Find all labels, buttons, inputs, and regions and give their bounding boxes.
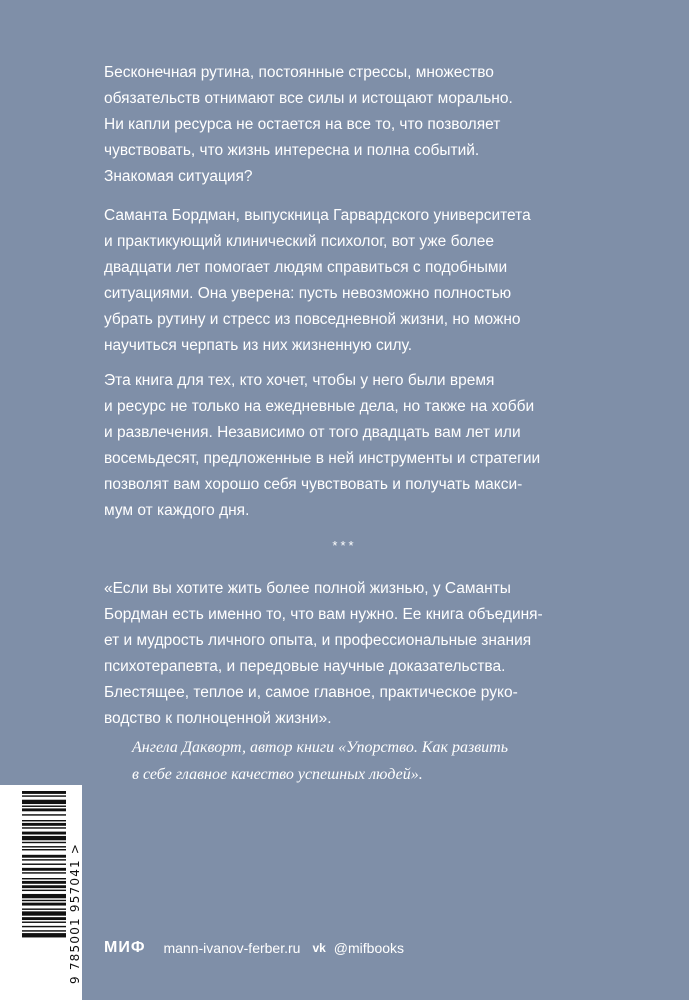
publisher-website[interactable]: mann-ivanov-ferber.ru xyxy=(163,940,301,956)
text-line: Эта книга для тех, кто хочет, чтобы у него были время xyxy=(104,372,495,389)
text-line: водство к полноценной жизни». xyxy=(104,710,332,727)
barcode-bar xyxy=(22,855,66,858)
barcode-bar xyxy=(22,842,66,843)
social-handle[interactable]: @mifbooks xyxy=(333,940,405,956)
description-paragraph-1 xyxy=(104,60,584,190)
text-line: Саманта Бордман, выпускница Гарвардского университета xyxy=(104,207,531,224)
barcode-bar xyxy=(22,791,66,794)
text-line: Знакомая ситуация? xyxy=(104,168,253,185)
isbn-digits: 9 785001 957041 > xyxy=(68,842,82,984)
review-quote xyxy=(104,576,584,732)
barcode-bar xyxy=(22,885,66,888)
barcode-bar xyxy=(22,917,66,920)
barcode-bar xyxy=(22,827,66,828)
text-line: убрать рутину и стресс из повседневной жизни, но можно xyxy=(104,311,521,328)
barcode-bar xyxy=(22,800,66,804)
description-paragraph-3 xyxy=(104,368,584,524)
text-line: Ангела Дакворт, автор книги «Упорство. Как развить xyxy=(132,739,508,756)
barcode-bar xyxy=(22,894,66,898)
text-line: ет и мудрость личного опыта, и профессиональные знания xyxy=(104,632,532,649)
barcode-bar xyxy=(22,795,66,796)
section-separator: *** xyxy=(332,538,357,553)
barcode-bar xyxy=(22,836,66,840)
barcode-bar xyxy=(22,926,66,927)
text-line: и развлечения. Независимо от того двадцать вам лет или xyxy=(104,424,521,441)
barcode-bar xyxy=(22,900,66,901)
barcode-bar xyxy=(22,868,66,871)
description-paragraph-2 xyxy=(104,203,584,359)
barcode-bar xyxy=(22,846,66,847)
text-line: позволят вам хорошо себя чувствовать и получать макси- xyxy=(104,476,523,493)
barcode-bar xyxy=(22,808,66,811)
publisher-footer xyxy=(104,938,404,958)
barcode-bar xyxy=(22,890,66,891)
barcode-bar xyxy=(22,832,66,835)
text-line: и ресурс не только на ежедневные дела, но также на хобби xyxy=(104,398,535,415)
barcode-bar xyxy=(22,922,66,923)
quote-attribution xyxy=(132,734,632,788)
barcode-bar xyxy=(22,859,66,860)
barcode-bar xyxy=(22,903,66,906)
text-line: Бесконечная рутина, постоянные стрессы, множество xyxy=(104,64,494,81)
text-line: мум от каждого дня. xyxy=(104,502,250,519)
barcode-bar xyxy=(22,872,66,873)
text-line: Блестящее, теплое и, самое главное, практическое руко- xyxy=(104,684,518,701)
text-line: восемьдесят, предложенные в ней инструменты и стратегии xyxy=(104,450,541,467)
barcode-bar xyxy=(22,911,66,915)
publisher-logo: МИФ xyxy=(104,939,146,956)
barcode-bar xyxy=(22,878,66,879)
barcode-bar xyxy=(22,881,66,884)
barcode-bar xyxy=(22,908,66,909)
text-line: психотерапевта, и передовые научные доказательства. xyxy=(104,658,506,675)
barcode-bar xyxy=(22,823,66,826)
text-line: двадцати лет помогает людям справиться с подобными xyxy=(104,259,508,276)
barcode-bar xyxy=(22,814,66,815)
text-line: научиться черпать из них жизненную силу. xyxy=(104,337,413,354)
text-line: Ни капли ресурса не остается на все то, что позволяет xyxy=(104,116,501,133)
barcode-bar xyxy=(22,849,66,850)
vk-icon: vk xyxy=(312,941,326,955)
text-line: Бордман есть именно то, что вам нужно. Ее книга объединя- xyxy=(104,606,543,623)
barcode-bar xyxy=(22,930,66,931)
text-line: чувствовать, что жизнь интересна и полна событий. xyxy=(104,142,480,159)
text-line: «Если вы хотите жить более полной жизнью, у Саманты xyxy=(104,580,511,597)
barcode-bar xyxy=(22,933,66,937)
barcode-bars xyxy=(22,791,66,991)
barcode-bar xyxy=(22,864,66,865)
text-line: обязательств отнимают все силы и истощают морально. xyxy=(104,90,513,107)
barcode-bar xyxy=(22,820,66,821)
text-line: в себе главное качество успешных людей». xyxy=(132,766,423,783)
text-line: ситуациями. Она уверена: пусть невозможно полностью xyxy=(104,285,512,302)
barcode-bar xyxy=(22,806,66,807)
text-line: и практикующий клинический психолог, вот уже более xyxy=(104,233,495,250)
